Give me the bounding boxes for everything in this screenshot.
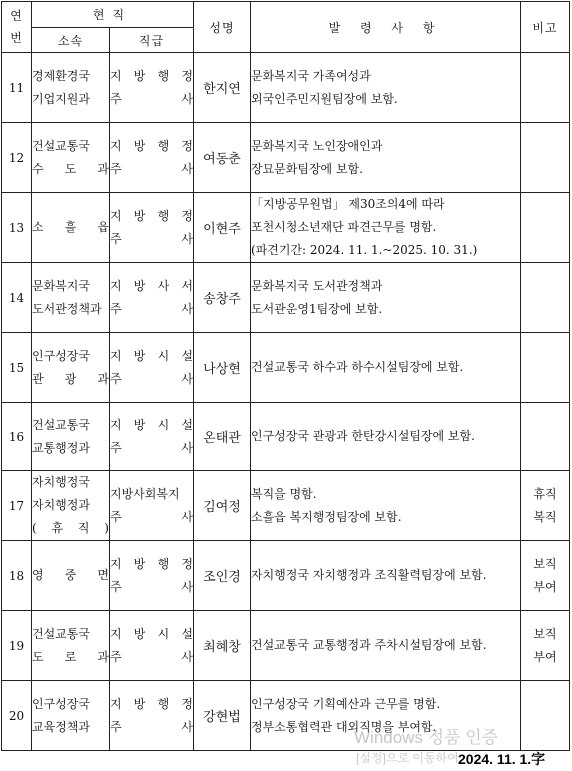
- cell-line: 지 방 행 정: [110, 68, 193, 83]
- name-cell: 송창주: [194, 263, 251, 333]
- cell-line: 소 흘 읍: [32, 220, 109, 234]
- cell-line: 도서관정책과: [32, 301, 102, 316]
- order-cell: [251, 611, 521, 681]
- note-cell: [521, 611, 570, 681]
- cell-line: 소흘읍 복지행정팀장에 보함.: [251, 509, 402, 524]
- order-cell: [251, 123, 521, 193]
- cell-line: 건설교통국: [32, 138, 90, 153]
- rank-header: 직급: [110, 28, 194, 53]
- order-cell: [251, 193, 521, 263]
- dept-cell: [32, 611, 110, 681]
- seq-cell: 11: [2, 53, 32, 123]
- rank-cell: [110, 193, 194, 263]
- table-row: [2, 53, 570, 123]
- rank-cell: [110, 263, 194, 333]
- name-cell: 김여정: [194, 471, 251, 541]
- order-cell: [251, 333, 521, 403]
- cell-line: 자치행정과: [32, 498, 90, 512]
- note-cell: [521, 263, 570, 333]
- cell-line: 건설교통국: [32, 417, 90, 432]
- dept-cell: [32, 681, 110, 751]
- cell-line: 건설교통국: [32, 626, 90, 641]
- cell-line: 「지방공무원법」 제30조의4에 따라: [251, 197, 445, 211]
- name-cell: 강현법: [194, 681, 251, 751]
- seq-cell: 14: [2, 263, 32, 333]
- table-row: [2, 193, 570, 263]
- name-cell: 이현주: [194, 193, 251, 263]
- rank-cell: [110, 53, 194, 123]
- table-row: [2, 263, 570, 333]
- cell-line: 인구성장국 관광과 한탄강시설팀장에 보함.: [251, 429, 475, 443]
- cell-line: 지 방 시 설: [110, 348, 193, 363]
- cell-line: 주 사: [110, 649, 193, 664]
- order-header: 발 령 사 항: [251, 2, 521, 53]
- cell-line: 자치행정국 자치행정과 조직활력팀장에 보함.: [251, 568, 487, 582]
- cell-line: 주 사: [110, 579, 193, 594]
- cell-line: 부여: [533, 649, 557, 664]
- cell-line: 문화복지국: [32, 278, 90, 293]
- cell-line: 주 사: [110, 231, 193, 246]
- cell-line: 경제환경국: [32, 68, 90, 83]
- note-cell: [521, 123, 570, 193]
- order-cell: [251, 403, 521, 471]
- order-cell: [251, 541, 521, 611]
- cell-line: 정부소통협력관 대외직명을 부여함.: [251, 719, 437, 734]
- cell-line: 교육정책과: [32, 719, 90, 734]
- table-header: [2, 2, 570, 53]
- table-row: [2, 471, 570, 541]
- name-cell: 여동춘: [194, 123, 251, 193]
- rank-cell: [110, 611, 194, 681]
- cell-line: 휴직: [533, 486, 557, 501]
- cell-line: 복직을 명함.: [251, 486, 317, 501]
- seq-cell: 12: [2, 123, 32, 193]
- note-cell: [521, 403, 570, 471]
- rank-cell: [110, 471, 194, 541]
- cell-line: 영 중 면: [32, 568, 109, 582]
- cell-line: 주 사: [110, 371, 193, 386]
- name-header: 성명: [194, 2, 251, 53]
- dept-cell: [32, 123, 110, 193]
- cell-line: 지 방 행 정: [110, 138, 193, 153]
- dept-cell: [32, 541, 110, 611]
- table-row: [2, 403, 570, 471]
- cell-line: ( 휴 직 ): [32, 521, 109, 535]
- cell-line: 기업지원과: [32, 91, 90, 106]
- name-cell: 최혜창: [194, 611, 251, 681]
- cell-line: 관 광 과: [32, 371, 109, 386]
- note-header: 비고: [521, 2, 570, 53]
- name-cell: 나상현: [194, 333, 251, 403]
- cell-line: 건설교통국 교통행정과 주차시설팀장에 보함.: [251, 638, 487, 652]
- current-header: 현직: [32, 2, 194, 28]
- name-cell: 온태관: [194, 403, 251, 471]
- dept-cell: [32, 53, 110, 123]
- cell-line: 주 사: [110, 509, 193, 524]
- watermark-subtitle: [설정]으로 이동하여: [356, 751, 459, 765]
- table-row: [2, 611, 570, 681]
- rank-cell: [110, 541, 194, 611]
- note-cell: [521, 471, 570, 541]
- rank-cell: [110, 123, 194, 193]
- cell-line: 주 사: [110, 440, 193, 455]
- cell-line: 지 방 행 정: [110, 556, 193, 571]
- cell-line: 복직: [533, 509, 557, 524]
- cell-line: 인구성장국 기획예산과 근무를 명함.: [251, 696, 441, 711]
- date-stamp: 2024. 11. 1.字: [458, 751, 546, 767]
- cell-line: 수 도 과: [32, 161, 109, 176]
- cell-line: 건설교통국 하수과 하수시설팀장에 보함.: [251, 360, 464, 374]
- cell-line: 보직: [533, 626, 557, 641]
- watermark-title: Windows 정품 인증: [354, 728, 499, 747]
- table-row: [2, 541, 570, 611]
- cell-line: 지 방 사 서: [110, 278, 193, 293]
- note-cell: [521, 53, 570, 123]
- seq-cell: 13: [2, 193, 32, 263]
- order-cell: [251, 471, 521, 541]
- cell-line: 문화복지국 가족여성과: [251, 68, 371, 83]
- note-cell: [521, 333, 570, 403]
- rank-cell: [110, 333, 194, 403]
- seq-cell: 16: [2, 403, 32, 471]
- cell-line: 주 사: [110, 719, 193, 734]
- dept-cell: [32, 263, 110, 333]
- cell-line: 자치행정국: [32, 475, 90, 489]
- dept-header: 소속: [32, 28, 110, 53]
- cell-line: 주 사: [110, 161, 193, 176]
- order-cell: [251, 263, 521, 333]
- seq-cell: 19: [2, 611, 32, 681]
- cell-line: 인구성장국: [32, 348, 90, 363]
- cell-line: 주 사: [110, 91, 193, 106]
- seq-cell: 18: [2, 541, 32, 611]
- seq-header: 연번: [2, 2, 32, 53]
- seq-cell: 20: [2, 681, 32, 751]
- name-cell: 조인경: [194, 541, 251, 611]
- cell-line: 문화복지국 도서관정책과: [251, 278, 383, 293]
- cell-line: 보직: [533, 556, 557, 571]
- cell-line: 포천시청소년재단 파견근무를 명함.: [251, 220, 437, 234]
- cell-line: 도 로 과: [32, 649, 109, 664]
- cell-line: 주 사: [110, 301, 193, 316]
- cell-line: 부여: [533, 579, 557, 594]
- cell-line: 외국인주민지원팀장에 보함.: [251, 91, 398, 106]
- cell-line: 지 방 행 정: [110, 696, 193, 711]
- name-cell: 한지연: [194, 53, 251, 123]
- table-row: [2, 123, 570, 193]
- seq-cell: 15: [2, 333, 32, 403]
- table-row: [2, 333, 570, 403]
- appointment-table: [1, 1, 570, 751]
- seq-cell: 17: [2, 471, 32, 541]
- note-cell: [521, 193, 570, 263]
- rank-cell: [110, 681, 194, 751]
- order-cell: [251, 53, 521, 123]
- table-body: [2, 53, 570, 751]
- dept-cell: [32, 403, 110, 471]
- rank-cell: [110, 403, 194, 471]
- cell-line: 지 방 시 설: [110, 626, 193, 641]
- cell-line: 문화복지국 노인장애인과: [251, 138, 383, 153]
- cell-line: 지 방 시 설: [110, 417, 193, 432]
- cell-line: 교통행정과: [32, 440, 90, 455]
- note-cell: [521, 541, 570, 611]
- cell-line: 인구성장국: [32, 696, 90, 711]
- dept-cell: [32, 471, 110, 541]
- dept-cell: [32, 193, 110, 263]
- cell-line: 지방사회복지: [110, 486, 180, 501]
- cell-line: 지 방 행 정: [110, 208, 193, 223]
- cell-line: 장묘문화팀장에 보함.: [251, 161, 363, 176]
- cell-line: (파견기간: 2024. 11. 1.~2025. 10. 31.): [251, 243, 478, 257]
- cell-line: 도서관운영1팀장에 보함.: [251, 301, 383, 316]
- dept-cell: [32, 333, 110, 403]
- note-cell: [521, 681, 570, 751]
